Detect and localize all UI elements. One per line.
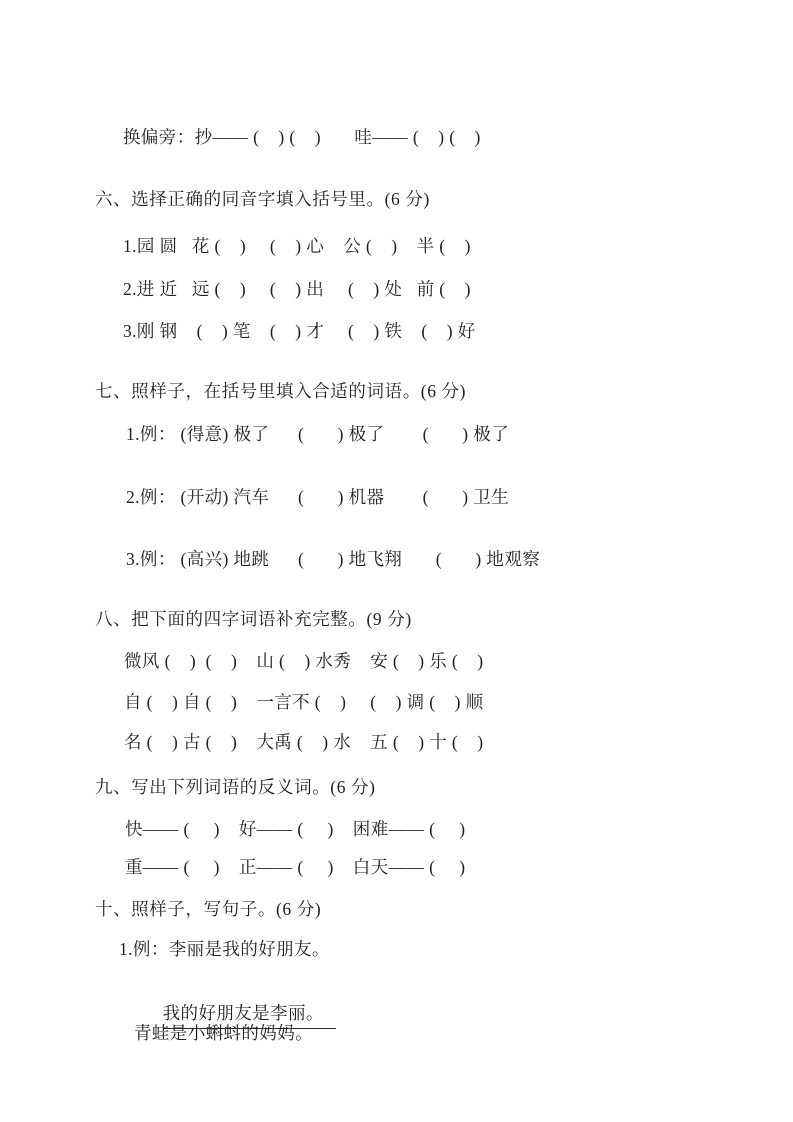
section-nine-item-2: 重—— ( ) 正—— ( ) 白天—— ( )	[125, 857, 466, 877]
section-eight-title: 八、把下面的四字词语补充完整。(9 分)	[95, 609, 412, 629]
section-six-item-1: 1.园 圆 花 ( ) ( ) 心 公 ( ) 半 ( )	[123, 236, 471, 256]
section-eight-item-2: 自 ( ) 自 ( ) 一言不 ( ) ( ) 调 ( ) 顺	[124, 692, 484, 712]
section-nine-item-1: 快—— ( ) 好—— ( ) 困难—— ( )	[125, 819, 466, 839]
section-ten-title: 十、照样子，写句子。(6 分)	[95, 899, 322, 919]
section-eight-item-1: 微风 ( ) ( ) 山 ( ) 水秀 安 ( ) 乐 ( )	[124, 651, 484, 671]
rewritten-sentence-underlined: 我的好朋友是李丽。	[163, 1002, 336, 1029]
section-six-item-2: 2.进 近 远 ( ) ( ) 出 ( ) 处 前 ( )	[123, 279, 471, 299]
section-eight-item-3: 名 ( ) 古 ( ) 大禹 ( ) 水 五 ( ) 十 ( )	[124, 732, 484, 752]
section-ten-example-sentence: 1.例：李丽是我的好朋友。	[119, 939, 330, 959]
section-seven-item-3: 3.例： (高兴) 地跳 ( ) 地飞翔 ( ) 地观察	[126, 549, 541, 569]
section-seven-item-1: 1.例： (得意) 极了 ( ) 极了 ( ) 极了	[126, 424, 510, 444]
section-ten-practice-sentence: 青蛙是小蝌蚪的妈妈。	[134, 1023, 313, 1043]
section-six-item-3: 3.刚 钢 ( ) 笔 ( ) 才 ( ) 铁 ( ) 好	[123, 321, 476, 341]
section-seven-title: 七、照样子，在括号里填入合适的词语。(6 分)	[95, 381, 467, 401]
section-nine-title: 九、写出下列词语的反义词。(6 分)	[95, 777, 376, 797]
radical-swap-line: 换偏旁：抄—— ( ) ( ) 哇—— ( ) ( )	[123, 127, 481, 147]
section-six-title: 六、选择正确的同音字填入括号里。(6 分)	[95, 189, 430, 209]
section-seven-item-2: 2.例： (开动) 汽车 ( ) 机器 ( ) 卫生	[126, 487, 510, 507]
